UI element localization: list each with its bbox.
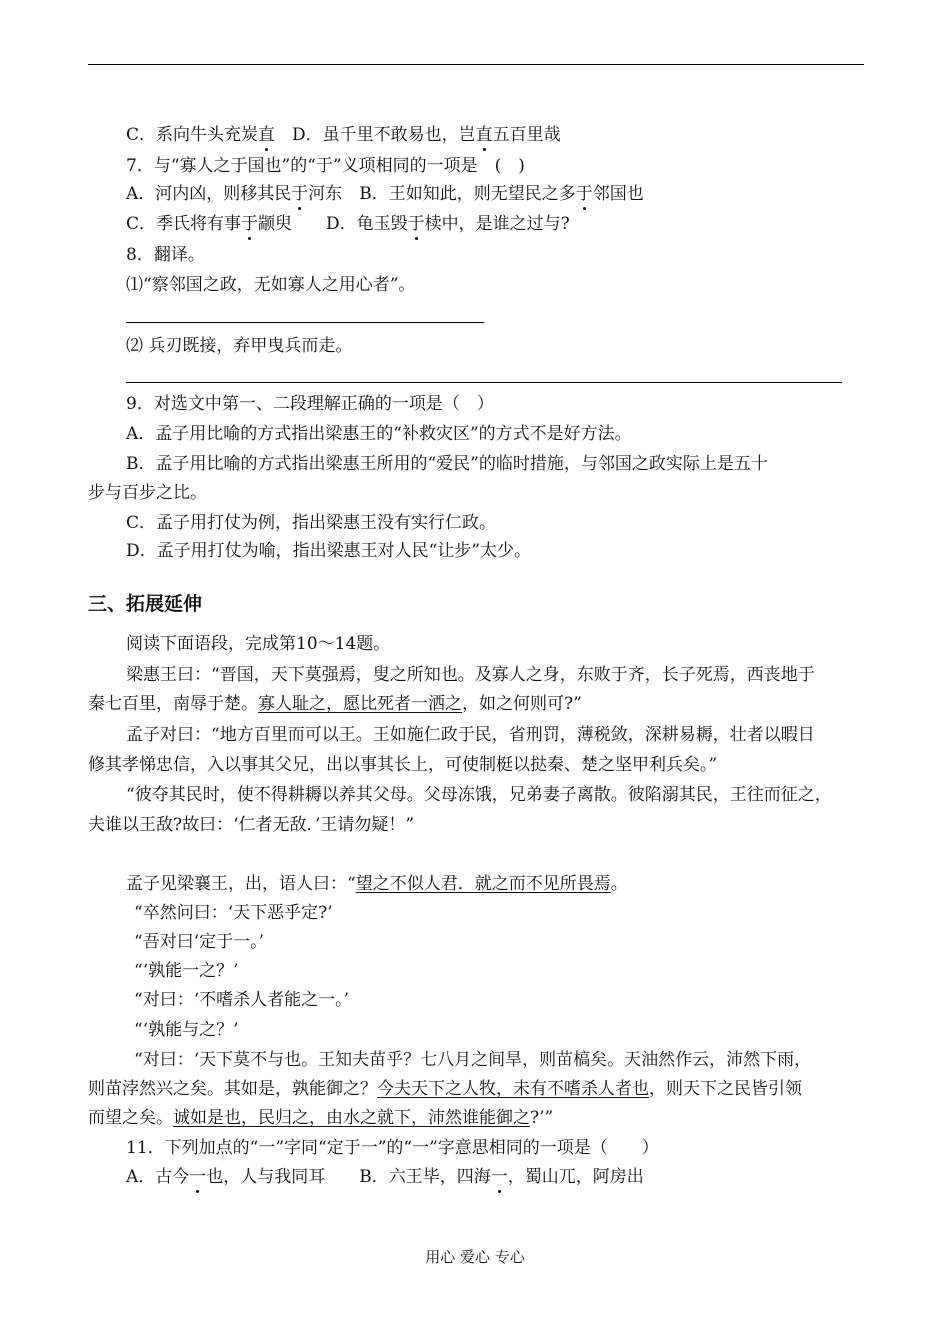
passage-line: “‘孰能与之？’ <box>134 1020 239 1040</box>
q9-option-b: B．孟子用比喻的方式指出梁惠王所用的“爱民”的临时措施，与邻国之政实际上是五十 <box>126 454 768 474</box>
reading-intro: 阅读下面语段，完成第10～14题。 <box>126 634 391 654</box>
underlined-sentence: 今夫天下之人牧，未有不嗜杀人者也 <box>377 1079 649 1099</box>
q9-option-d: D．孟子用打仗为喻，指出梁惠王对人民“让步”太少。 <box>126 541 532 561</box>
dotted-char: 直 <box>475 125 493 145</box>
section-heading: 三、拓展延伸 <box>88 593 203 615</box>
header-rule <box>88 64 864 65</box>
passage-line: 则苗浡然兴之矣。其如是，孰能御之？今夫天下之人牧，未有不嗜杀人者也，则天下之民皆引领 <box>88 1079 802 1099</box>
q11-options-ab: A．古今一也，人与我同耳 B．六王毕，四海一，蜀山兀，阿房出 <box>126 1167 644 1187</box>
q6-options-cd: C．系向牛头充炭直 D．虽千里不敢易也，岂直五百里哉 <box>126 125 561 145</box>
underlined-sentence: 望之不似人君．就之而不见所畏焉 <box>355 874 611 894</box>
q8-item-1: ⑴“察邻国之政，无如寡人之用心者”。 <box>126 275 416 295</box>
q9-option-c: C．孟子用打仗为例，指出梁惠王没有实行仁政。 <box>126 513 497 533</box>
q8-stem: 8．翻译。 <box>126 245 205 265</box>
answer-blank-2[interactable] <box>126 382 842 383</box>
q11-stem: 11．下列加点的“一”字同“定于一”的“一”字意思相同的一项是（ ） <box>126 1138 659 1158</box>
dotted-char: 直 <box>258 125 276 145</box>
passage-line: 而望之矣。诚如是也，民归之，由水之就下，沛然谁能御之?’” <box>88 1108 554 1128</box>
passage-line: 秦七百里，南辱于楚。寡人耻之，愿比死者一洒之，如之何则可?” <box>88 694 582 714</box>
dotted-char: 于 <box>575 184 593 204</box>
passage-line: “‘孰能一之？’ <box>134 961 239 981</box>
page-footer: 用心 爱心 专心 <box>425 1248 525 1266</box>
passage-line: “对曰：‘天下莫不与也。王知夫苗乎？七八月之间旱，则苗槁矣。天油然作云，沛然下雨， <box>134 1050 812 1070</box>
dotted-char: 于 <box>291 184 309 204</box>
dotted-char: 一 <box>490 1167 508 1187</box>
underlined-sentence: 寡人耻之，愿比死者一洒之 <box>258 694 462 714</box>
passage-line: “卒然问曰：‘天下恶乎定?’ <box>134 903 333 923</box>
dotted-char: 一 <box>189 1167 207 1187</box>
q7-options-ab: A．河内凶，则移其民于河东 B．王如知此，则无望民之多于邻国也 <box>126 184 644 204</box>
passage-line: 修其孝悌忠信，入以事其父兄，出以事其长上，可使制梃以挞秦、楚之坚甲利兵矣。” <box>88 755 718 775</box>
passage-line: 梁惠王曰：“晋国，天下莫强焉，叟之所知也。及寡人之身，东败于齐，长子死焉，西丧地于 <box>126 665 815 685</box>
dotted-char: 于 <box>241 214 259 234</box>
answer-blank-1[interactable] <box>126 322 484 323</box>
passage-line: “彼夺其民时，使不得耕耨以养其父母。父母冻饿，兄弟妻子离散。彼陷溺其民，王往而征之， <box>126 785 832 805</box>
q9-option-b-cont: 步与百步之比。 <box>88 483 207 503</box>
q8-item-2: ⑵ 兵刃既接，弃甲曳兵而走。 <box>126 336 353 356</box>
q7-stem: 7．与“寡人之于国也”的“于”义项相同的一项是 ( ) <box>126 156 525 176</box>
passage-line: “吾对曰‘定于一。’ <box>134 932 264 952</box>
passage-line: 孟子见梁襄王，出，语人曰：“望之不似人君．就之而不见所畏焉。 <box>126 874 628 894</box>
passage-line: 孟子对曰：“地方百里而可以王。王如施仁政于民，省刑罚，薄税敛，深耕易耨，壮者以暇日 <box>126 725 815 745</box>
dotted-char: 于 <box>407 214 425 234</box>
passage-line: “对曰：‘不嗜杀人者能之一。’ <box>134 990 349 1010</box>
q9-option-a: A．孟子用比喻的方式指出梁惠王的“补救灾区”的方式不是好方法。 <box>126 424 632 444</box>
passage-line: 夫谁以王敌?故曰：‘仁者无敌．’王请勿疑！” <box>88 815 415 835</box>
underlined-sentence: 诚如是也，民归之，由水之就下，沛然谁能御之 <box>173 1108 530 1128</box>
q7-options-cd: C．季氏将有事于颛臾 D．龟玉毁于椟中，是谁之过与? <box>126 214 570 234</box>
q9-stem: 9．对选文中第一、二段理解正确的一项是（ ） <box>126 394 494 414</box>
